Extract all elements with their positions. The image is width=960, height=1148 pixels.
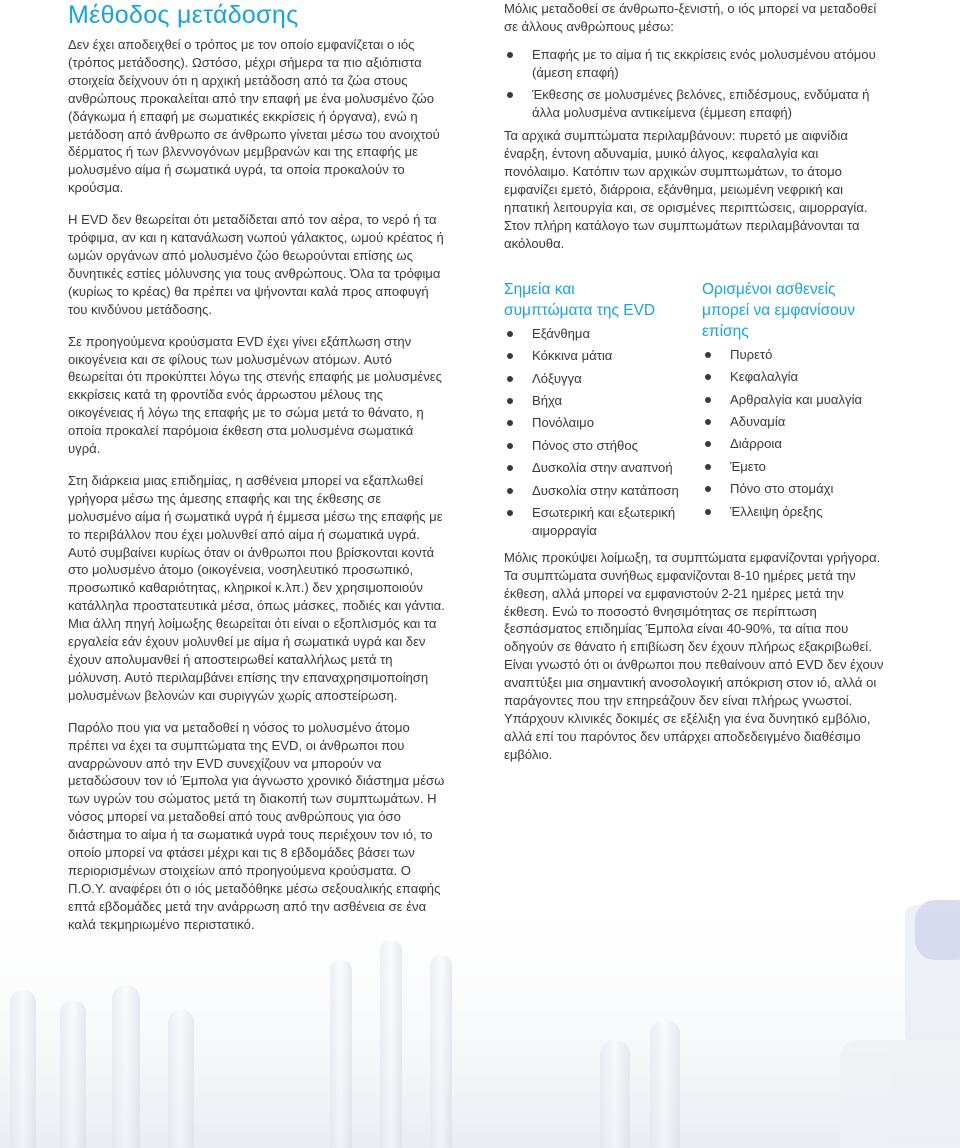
bullet-icon: [705, 509, 711, 515]
bullet-icon: [507, 331, 513, 337]
bullet-icon: [507, 52, 513, 58]
bullet-icon: [507, 376, 513, 382]
bullet-icon: [507, 420, 513, 426]
list-item: [504, 325, 694, 343]
list-item: [504, 482, 694, 500]
bullet-icon: [507, 510, 513, 516]
list-item-text: Δυσκολία στην αναπνοή: [532, 460, 673, 476]
list-item-text: Κεφαλαλγία: [730, 369, 799, 385]
list-item: [702, 480, 892, 498]
some-patients-list: [702, 346, 892, 521]
list-item-text: Αδυναμία: [730, 414, 786, 429]
list-item-text: Πυρετό: [730, 346, 773, 362]
list-item-text: Πονόλαιμο: [532, 415, 594, 431]
some-patients-block: [702, 279, 892, 525]
bullet-icon: [705, 374, 711, 380]
list-item: [702, 391, 892, 409]
list-item: [702, 413, 892, 431]
list-item: [504, 459, 694, 477]
bullet-icon: [507, 443, 513, 449]
list-item-text: Πόνος στο στήθος: [532, 437, 638, 453]
paragraph-recovery-transmission: Παρόλο που για να μεταδοθεί η νόσος το μολυσμένο άτομο πρέπει να έχει τα συμπτώματα της EVD, οι άνθρωποι που αναρρώνουν από την EVD συνεχίζουν να μπορούν να μεταδώσουν τον ιό Έμπολα για άγνωστο χρονικό διάστημα μέσω των υγρών του σώματος μετά τη διακοπή των συμπτωμάτων. Η νόσος μπορεί να μεταδοθεί από τους ανθρώπους για όσο διάστημα το αίμα ή τα σωματικά υγρά τους περιέχουν τον ιό, το οποίο μπορεί να φτάσει μέχρι και τις 8 εβδομάδες βάσει των περιορισμένων στοιχείων από προηγούμενα κρούσματα. Ο Π.Ο.Υ. αναφέρει ότι ο ιός μεταδόθηκε μέσω σεξουαλικής επαφής επτά εβδομάδες μετά την ανάρρωση από την ασθένεια σε ένα καλά τεκμηριωμένο περιστατικό.: [68, 719, 445, 932]
list-item: [504, 414, 694, 432]
list-item-text: Κόκκινα μάτια: [532, 348, 613, 364]
bullet-icon: [705, 397, 711, 403]
paragraph-incubation-mortality: Μόλις προκύψει λοίμωξη, τα συμπτώματα εμφανίζονται γρήγορα. Τα συμπτώματα συνήθως εμφανίζονται 8-10 ημέρες μετά την έκθεση, αλλά μπορεί να εμφανιστούν 2-21 ημέρες μετά την έκθεση. Ενώ το ποσοστό θνησιμότητας σε περίπτωση ξεσπάσματος επιδημίας Έμπολα είναι 40-90%, τα αίτια που οδηγούν σε θάνατο ή επιβίωση δεν έχουν πλήρως εξακριβωθεί. Είναι γνωστό ότι οι άνθρωποι που πεθαίνουν από EVD δεν έχουν αναπτύξει μια σημαντική ανοσολογική απόκριση στον ιό, αλλά οι παράγοντες που την επηρεάζουν δεν είναι πλήρως γνωστοί. Υπάρχουν κλινικές δοκιμές σε εξέλιξη για ένα δυνητικό εμβόλιο, αλλά επί του παρόντος δεν υπάρχει αποδεδειγμένο διαθέσιμο εμβόλιο.: [504, 549, 884, 762]
bullet-icon: [507, 465, 513, 471]
bullet-icon: [705, 352, 711, 358]
symptoms-heading-line-1: Σημεία και: [504, 280, 575, 298]
list-item: [504, 347, 694, 365]
bullet-icon: [507, 398, 513, 404]
paragraph-family-spread: Σε προηγούμενα κρούσματα EVD έχει γίνει εξάπλωση στην οικογένεια και σε φίλους των μολυσμένων ατόμων. Αυτό θεωρείται ότι προκύπτει λόγω της στενής επαφής με μολυσμένες εκκρίσεις κατά τη φροντίδα ενός άρρωστου μέλους της οικογένειας ή λόγω της επαφής με το σώμα μετά το θάνατο, η οποία προκαλεί παρόμοια έκθεση στα μολυσμένα σωματικά υγρά.: [68, 333, 442, 457]
symptom-lists: [504, 279, 884, 549]
list-item: [504, 46, 884, 82]
paragraph-transmission-origin: Δεν έχει αποδειχθεί ο τρόπος με τον οποίο εμφανίζεται ο ιός (τρόπος μετάδοσης). Ωστόσο, μέχρι σήμερα τα πιο αξιόπιστα στοιχεία δείχνουν ότι η αρχική μετάδοση από τα ζώα στους ανθρώπους προκαλείται από την επαφή με ένα μολυσμένο ζώο (δάγκωμα ή επαφή με σωματικές εκκρίσεις ή όργανα), ενώ η μετάδοση από άνθρωπο σε άνθρωπο γίνεται μέσω του ανοιχτού δέρματος ή των βλεννογόνων μεμβρανών και της επαφής με μολυσμένο αίμα ή σωματικά υγρά, τα οποία προκαλούν το κρούσμα.: [68, 37, 440, 196]
list-item-text: Έλλειψη όρεξης: [730, 503, 823, 519]
bullet-icon: [507, 488, 513, 494]
symptoms-block: [504, 279, 694, 545]
list-item: [504, 86, 884, 122]
list-item-text: Βήχα: [532, 393, 563, 408]
list-item-text: Πόνο στο στομάχι: [730, 481, 834, 497]
list-item: [504, 504, 694, 540]
list-item-text: Εσωτερική και εξωτερική αιμορραγία: [532, 505, 676, 538]
symptoms-list: [504, 325, 694, 540]
list-item: [504, 392, 694, 410]
list-item-text: Δυσκολία στην κατάποση: [532, 482, 679, 498]
symptoms-heading-line-2: συμπτώματα της EVD: [504, 301, 656, 319]
some-patients-heading: [702, 279, 892, 342]
paragraph-epidemic-spread: Στη διάρκεια μιας επιδημίας, η ασθένεια μπορεί να εξαπλωθεί γρήγορα μέσω της άμεσης επαφής και της έκθεσης σε μολυσμένο αίμα ή σωματικά υγρά ή έμμεσα μέσω της επαφής με το περιβάλλον που έχει μολυνθεί από αίμα ή σωματικά υγρά. Αυτό συμβαίνει κυρίως όταν οι άνθρωποι που βρίσκονται κοντά στο μολυσμένο άτομο (οικογένεια, νοσηλευτικό προσωπικό, προσωπικό καθαριότητας, κληρικοί κ.λπ.) δεν χρησιμοποιούν κατάλληλα προστατευτικά μέσα, όπως μάσκες, ποδιές και γάντια. Μια άλλη πηγή λοίμωξης θεωρείται ότι είναι ο εξοπλισμός και τα εργαλεία εάν έχουν μολυνθεί με αίμα ή σωματικά υγρά και δεν έχουν απολυμανθεί ή αποστειρωθεί καταλλήλως μετά τη μόλυνση. Αυτό περιλαμβάνει επίσης την επαναχρησιμοποίηση μολυσμένων βελονών και συριγγών χωρίς αποστείρωση.: [68, 472, 445, 703]
list-item-text: Λόξυγγα: [532, 370, 582, 386]
transmission-list: [504, 46, 884, 122]
list-item-text: Έμετο: [730, 458, 766, 474]
list-item: [702, 503, 892, 521]
list-item: [702, 458, 892, 476]
paragraph-airborne-food: Η EVD δεν θεωρείται ότι μεταδίδεται από τον αέρα, το νερό ή τα τρόφιμα, αν και η κατανάλωση νωπού γάλακτος, ωμού κρέατος ή ωμών οργάνων από μολυσμένο ζώο θεωρούνται επίσης ως δυνητικές εστίες μόλυνσης για τους ανθρώπους. Όλα τα τρόφιμα (κυρίως το κρέας) θα πρέπει να ψήνονται καλά προς αποφυγή του κινδύνου μετάδοσης.: [68, 212, 444, 317]
list-item-text: Διάρροια: [730, 436, 782, 452]
bullet-icon: [507, 92, 513, 98]
bullet-icon: [705, 419, 711, 425]
left-column: [68, 0, 448, 948]
bullet-icon: [705, 464, 711, 470]
symptoms-heading: [504, 279, 694, 321]
list-item-text: Επαφής με το αίμα ή τις εκκρίσεις ενός μολυσμένου ατόμου (άμεση επαφή): [532, 46, 876, 80]
list-item-text: Έκθεσης σε μολυσμένες βελόνες, επιδέσμους, ενδύματα ή άλλα μολυσμένα αντικείμενα (έμμεση επαφή): [532, 86, 870, 120]
list-item: [702, 368, 892, 386]
list-item: [702, 435, 892, 453]
paragraph-human-transmission-intro: Μόλις μεταδοθεί σε άνθρωπο-ξενιστή, ο ιός μπορεί να μεταδοθεί σε άλλους ανθρώπους μέσω:: [504, 1, 877, 34]
list-item: [504, 370, 694, 388]
list-item: [504, 437, 694, 455]
right-column: [504, 0, 884, 778]
page-title: Μέθοδος μετάδοσης: [68, 1, 299, 29]
some-patients-heading-line-3: επίσης: [702, 322, 749, 340]
paragraph-initial-symptoms: Τα αρχικά συμπτώματα περιλαμβάνουν: πυρετό με αιφνίδια έναρξη, έντονη αδυναμία, μυικό άλγος, κεφαλαλγία και πονόλαιμο. Κατόπιν των αρχικών συμπτωμάτων, το άτομο εμφανίζει εμετό, διάρροια, εξάνθημα, μειωμένη νεφρική και ηπατική λειτουργία και, σε ορισμένες περιπτώσεις, αιμορραγία. Στον πλήρη κατάλογο των συμπτωμάτων περιλαμβάνονται τα ακόλουθα.: [504, 128, 868, 251]
list-item: [702, 346, 892, 364]
list-item-text: Αρθραλγία και μυαλγία: [730, 391, 863, 407]
some-patients-heading-line-1: Ορισμένοι ασθενείς: [702, 280, 836, 298]
bullet-icon: [507, 353, 513, 359]
bullet-icon: [705, 486, 711, 492]
some-patients-heading-line-2: μπορεί να εμφανίσουν: [702, 301, 855, 319]
list-item-text: Εξάνθημα: [532, 325, 591, 341]
bullet-icon: [705, 441, 711, 447]
